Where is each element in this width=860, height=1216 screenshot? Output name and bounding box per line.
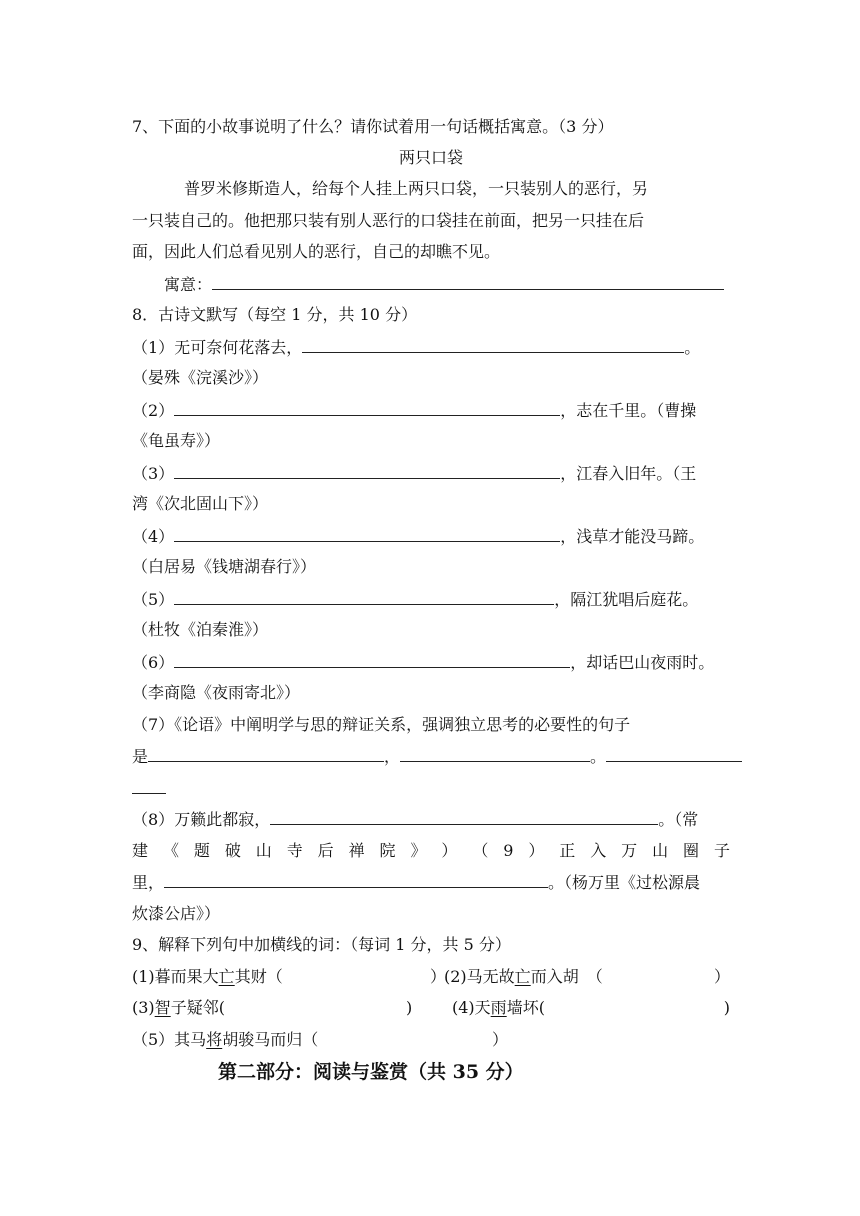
item-number: （3） xyxy=(132,464,175,483)
item-period: 。 xyxy=(590,747,607,766)
underlined-word: 亡 xyxy=(514,967,531,986)
q9-heading: 9、解释下列句中加横线的词：（每词 1 分，共 5 分） xyxy=(132,935,511,954)
answer-close: ) xyxy=(406,998,413,1017)
char: 山 xyxy=(652,841,669,860)
char: （ xyxy=(472,841,489,860)
item-text: 子疑邻( xyxy=(170,998,225,1017)
q7-story-line-3: 面，因此人们总看见别人的恶行，自己的却瞧不见。 xyxy=(132,242,501,261)
char: 子 xyxy=(713,841,730,860)
char: 禅 xyxy=(348,841,365,860)
char: 入 xyxy=(590,841,607,860)
item-number: （5） xyxy=(132,590,175,609)
fill-blank-3[interactable] xyxy=(606,745,742,762)
underlined-word: 将 xyxy=(206,1030,223,1049)
char: 题 xyxy=(193,841,210,860)
item-text: (1)暮而果大 xyxy=(132,967,219,986)
q8-item-7-blanks xyxy=(132,745,730,768)
fill-blank[interactable] xyxy=(302,336,684,353)
q8-item-4-source: （白居易《钱塘湖春行》） xyxy=(132,557,317,576)
q8-item-8 xyxy=(132,808,730,831)
char: 正 xyxy=(559,841,576,860)
q8-item-8-line-2 xyxy=(132,840,730,862)
char: 《 xyxy=(162,841,179,860)
underlined-word: 智 xyxy=(154,998,171,1017)
char: 院 xyxy=(379,841,396,860)
q7-story-title: 两只口袋 xyxy=(398,148,463,167)
q7-question: 7、下面的小故事说明了什么？请你试着用一句话概括寓意。（3 分） xyxy=(132,117,614,136)
q8-item-2-source: 《龟虽寿》） xyxy=(132,431,221,450)
answer-close: ） xyxy=(430,967,447,986)
item-end: 。（杨万里《过松源晨 xyxy=(548,873,701,892)
item-number: （8） xyxy=(132,810,175,829)
char: 山 xyxy=(255,841,272,860)
item-text: 而入胡 （ xyxy=(530,967,603,986)
char: 圈 xyxy=(683,841,700,860)
q7-story-line-1 xyxy=(132,178,730,200)
char: ） xyxy=(441,841,458,860)
char: 9 xyxy=(503,841,514,860)
q8-item-9-source: 炊漆公店》） xyxy=(132,904,221,923)
item-text: 万籁此都寂， xyxy=(174,810,271,829)
q8-item-3 xyxy=(132,462,730,485)
fill-blank-2[interactable] xyxy=(400,745,590,762)
q8-item-3-source: 湾《次北固山下》） xyxy=(132,494,269,513)
q8-item-6-source: （李商隐《夜雨寄北》） xyxy=(132,683,301,702)
q8-item-5-source: （杜牧《泊秦淮》） xyxy=(132,620,269,639)
item-text: 里， xyxy=(132,873,165,892)
underlined-word: 雨 xyxy=(490,998,507,1017)
story-text: 普罗米修斯造人，给每个人挂上两只口袋，一只装别人的恶行，另 xyxy=(184,179,649,198)
item-end: 。 xyxy=(684,338,701,357)
char: 寺 xyxy=(286,841,303,860)
answer-blank[interactable] xyxy=(212,273,724,290)
item-text: ，志在千里。（曹操 xyxy=(560,401,697,420)
fill-blank[interactable] xyxy=(174,651,570,668)
fill-blank-4[interactable] xyxy=(132,777,166,794)
underlined-word: 亡 xyxy=(218,967,235,986)
answer-close: ） xyxy=(492,1030,509,1049)
item-number: （1） xyxy=(132,338,175,357)
item-text: ，江春入旧年。（王 xyxy=(560,464,697,483)
answer-close: ) xyxy=(723,998,730,1017)
fill-blank[interactable] xyxy=(164,871,548,888)
item-text: 其财（ xyxy=(234,967,283,986)
q8-heading: 8．古诗文默写（每空 1 分，共 10 分） xyxy=(132,305,418,324)
item-text: 无可奈何花落去， xyxy=(174,338,303,357)
item-text: (4)天 xyxy=(452,998,491,1017)
fill-blank-1[interactable] xyxy=(148,745,384,762)
char: 万 xyxy=(621,841,638,860)
q8-item-2 xyxy=(132,399,730,422)
item-source-a: （常 xyxy=(674,810,699,829)
item-comma: ， xyxy=(384,747,401,766)
item-text: ，却话巴山夜雨时。 xyxy=(570,653,715,672)
item-end: 。 xyxy=(658,810,675,829)
item-text: (2)马无故 xyxy=(444,967,515,986)
char: 》 xyxy=(410,841,427,860)
fill-blank[interactable] xyxy=(174,525,560,542)
q9-item-3 xyxy=(132,997,225,1019)
q8-item-4 xyxy=(132,525,730,548)
char: 后 xyxy=(317,841,334,860)
char: 建 xyxy=(132,841,149,860)
item-text: 胡骏马而归（ xyxy=(222,1030,319,1049)
answer-close: ） xyxy=(713,967,730,986)
item-text: （5）其马 xyxy=(132,1030,207,1049)
q8-item-9 xyxy=(132,871,730,894)
item-text: 墙坏( xyxy=(506,998,545,1017)
char: ） xyxy=(528,841,545,860)
q9-item-1 xyxy=(132,966,283,988)
item-text: (3) xyxy=(132,998,155,1017)
q7-answer-row xyxy=(132,273,730,296)
q9-item-2 xyxy=(444,966,603,988)
q7-story-line-2: 一只装自己的。他把那只装有别人恶行的口袋挂在前面，把另一只挂在后 xyxy=(132,211,645,230)
q8-item-7-overflow xyxy=(132,777,730,800)
q8-item-6 xyxy=(132,651,730,674)
fill-blank[interactable] xyxy=(174,462,560,479)
item-text: ，浅草才能没马蹄。 xyxy=(560,527,705,546)
q8-item-5 xyxy=(132,588,730,611)
q9-item-5 xyxy=(132,1029,318,1051)
q8-item-1 xyxy=(132,336,730,359)
fill-blank[interactable] xyxy=(174,588,554,605)
item-text: 是 xyxy=(132,747,149,766)
q9-item-4 xyxy=(452,997,545,1019)
item-number: （6） xyxy=(132,653,175,672)
part2-heading: 第二部分：阅读与鉴赏（共 35 分） xyxy=(218,1061,524,1083)
fill-blank[interactable] xyxy=(174,399,560,416)
fill-blank[interactable] xyxy=(270,808,658,825)
q8-item-7: （7）《论语》中阐明学与思的辩证关系，强调独立思考的必要性的句子 xyxy=(132,715,631,734)
answer-label: 寓意： xyxy=(164,275,213,294)
item-text: ，隔江犹唱后庭花。 xyxy=(554,590,699,609)
item-number: （2） xyxy=(132,401,175,420)
q8-item-1-source: （晏殊《浣溪沙》） xyxy=(132,368,269,387)
char: 破 xyxy=(224,841,241,860)
item-number: （4） xyxy=(132,527,175,546)
